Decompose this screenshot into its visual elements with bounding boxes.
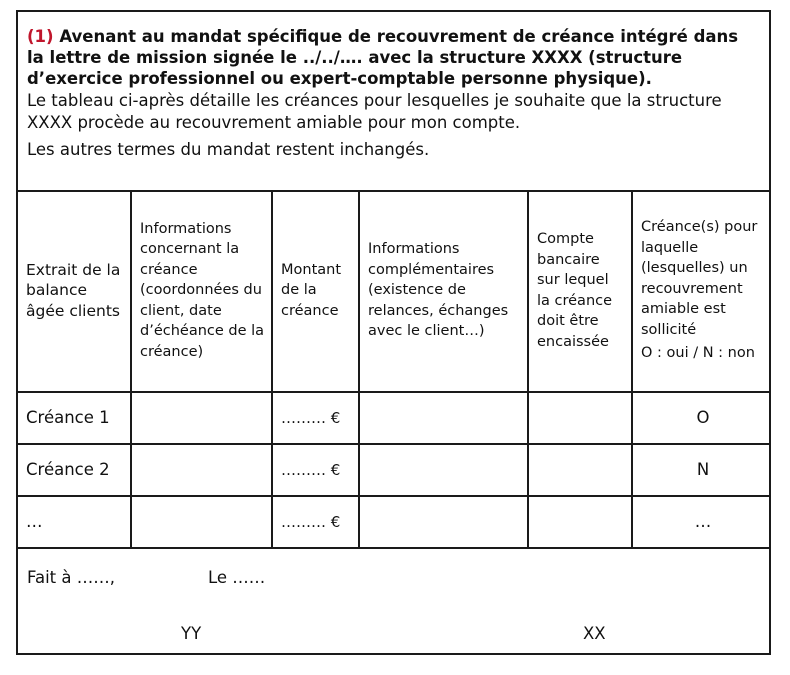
mandate-amendment-form [16, 10, 771, 655]
column-header-balance: Extrait de la balance âgée clients [18, 190, 131, 392]
additional-info-cell [359, 496, 528, 548]
amount-cell: ……… € [272, 496, 359, 548]
row-label: Créance 2 [18, 444, 131, 496]
requested-flag: N [632, 444, 771, 496]
column-header-requested-text: Créance(s) pour laquelle (lesquelles) un recouvrement amiable est sollicité [641, 219, 758, 338]
requested-flag: O [632, 392, 771, 444]
table-header-row [18, 190, 771, 392]
amount-cell: ……… € [272, 392, 359, 444]
column-header-amount: Montant de la créance [272, 190, 359, 392]
column-header-bank-account: Compte bancaire sur lequel la créance doit être encaissée [528, 190, 632, 392]
signature-section [18, 552, 769, 653]
bank-account-cell [528, 444, 632, 496]
column-header-receivable-info: Informations concernant la créance (coordonnées du client, date d’échéance de la créance) [131, 190, 272, 392]
date-field: Le …… [208, 568, 266, 587]
client-signatory: YY [181, 624, 202, 643]
requested-flag: … [632, 496, 771, 548]
receivable-info-cell [131, 496, 272, 548]
amount-cell: ……… € [272, 444, 359, 496]
additional-info-cell [359, 392, 528, 444]
receivables-table [18, 190, 771, 549]
table-row [18, 392, 771, 444]
amendment-title-text: Avenant au mandat spécifique de recouvrement de créance intégré dans la lettre de mission signée le ../../…. avec la structure XXXX (structure d’exercice professionnel ou expert-comptable personne physique). [27, 27, 739, 88]
table-row [18, 496, 771, 548]
table-row [18, 444, 771, 496]
amendment-title [27, 26, 759, 89]
bank-account-cell [528, 496, 632, 548]
firm-signatory: XX [583, 624, 606, 643]
intro-section [18, 12, 769, 192]
row-label: … [18, 496, 131, 548]
yes-no-legend: O : oui / N : non [641, 345, 755, 362]
unchanged-terms-paragraph: Les autres termes du mandat restent inchangés. [27, 140, 430, 159]
intro-paragraph: Le tableau ci-après détaille les créances pour lesquelles je souhaite que la structure XXXX procède au recouvrement amiable pour mon compte. [27, 91, 722, 132]
row-label: Créance 1 [18, 392, 131, 444]
column-header-additional-info: Informations complémentaires (existence de relances, échanges avec le client…) [359, 190, 528, 392]
additional-info-cell [359, 444, 528, 496]
receivable-info-cell [131, 392, 272, 444]
receivable-info-cell [131, 444, 272, 496]
footnote-number: (1) [27, 27, 54, 46]
bank-account-cell [528, 392, 632, 444]
place-field: Fait à ……, [27, 568, 115, 587]
column-header-requested [632, 190, 771, 392]
